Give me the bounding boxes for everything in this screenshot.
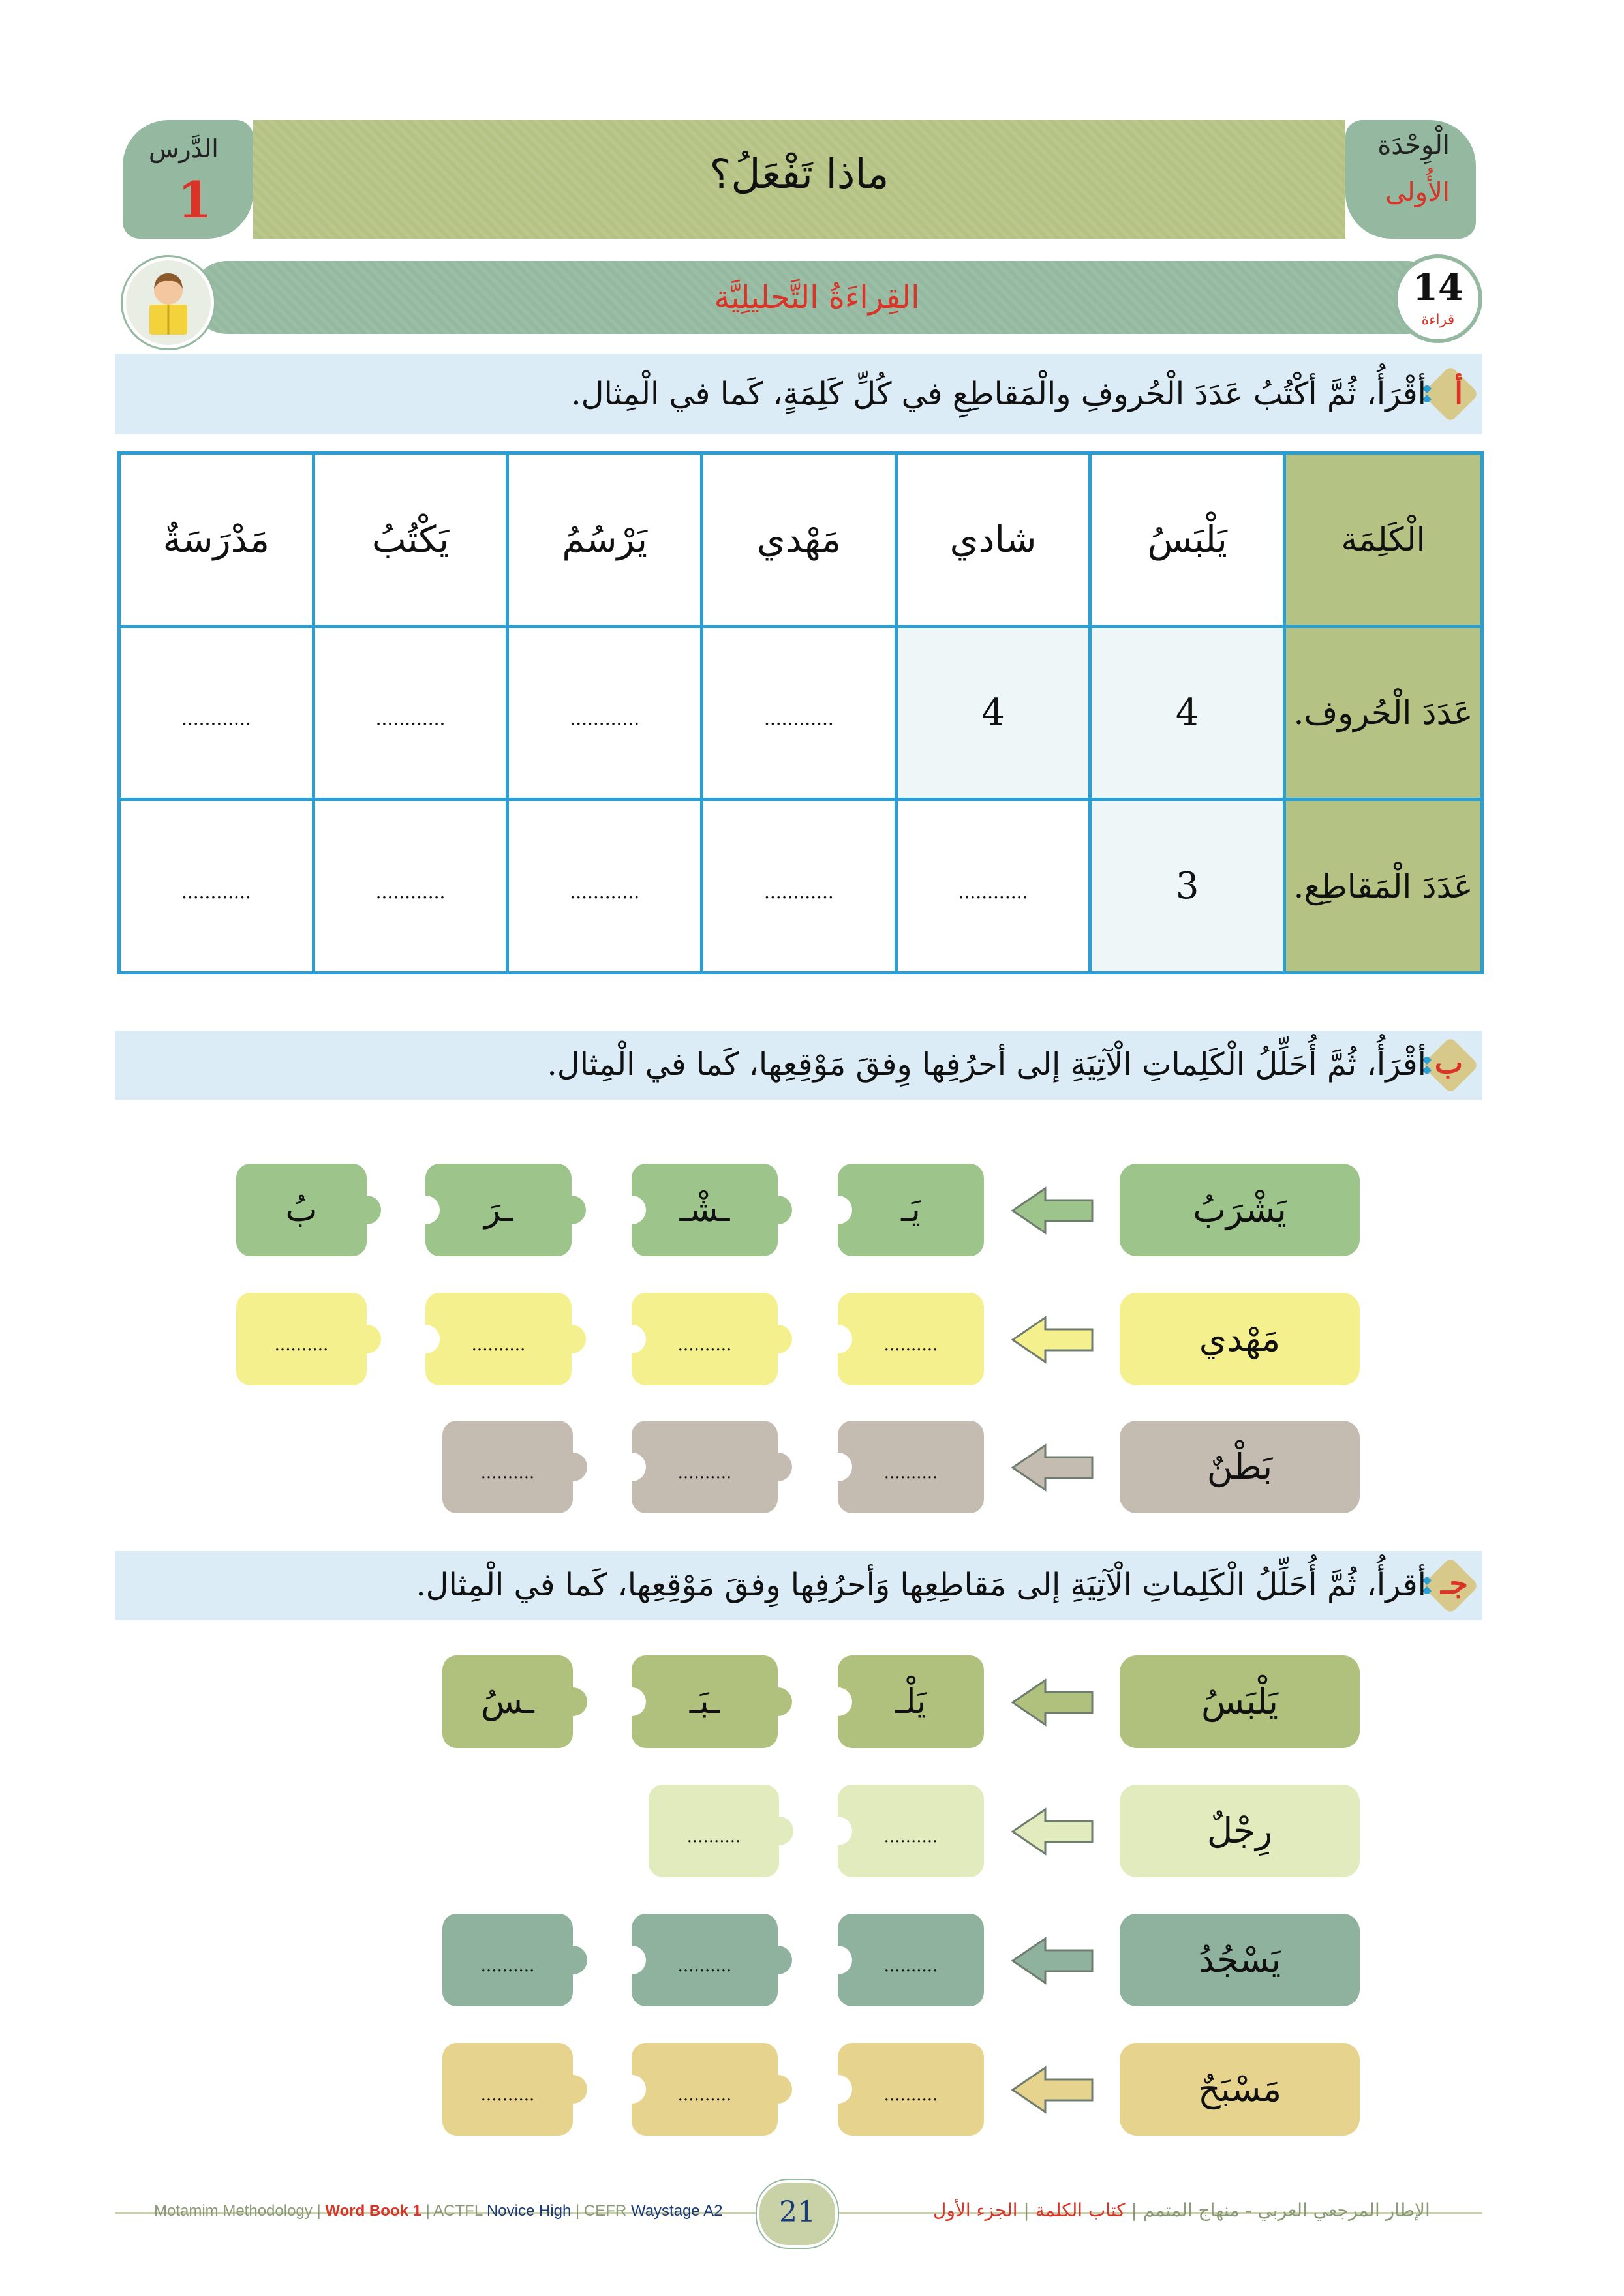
piece-b3-3[interactable]	[442, 1421, 573, 1513]
notch	[823, 1196, 852, 1224]
piece-b2-3-text: ..........	[471, 1335, 526, 1355]
page-number-badge	[757, 2180, 838, 2248]
piece-c3-3[interactable]	[442, 1914, 573, 2006]
piece-c1-3	[442, 1655, 573, 1748]
section-a-instruction: أقْرَأُ، ثُمَّ أكْتُبُ عَدَدَ الْحُروفِ والْمَقاطِعِ في كُلِّ كَلِمَةٍ، كَما في الْمِثال.	[571, 376, 1426, 412]
piece-c1-2	[632, 1655, 778, 1748]
knob	[352, 1325, 381, 1353]
notch	[617, 1687, 646, 1716]
letters-count-2: 4	[896, 626, 1090, 800]
word-c1: يَلْبَسُ	[1120, 1655, 1360, 1748]
piece-b2-3[interactable]	[425, 1293, 572, 1385]
notch	[823, 1946, 852, 1974]
table-row-words	[119, 453, 1482, 627]
arrow-left-icon	[1010, 1935, 1095, 1987]
instruction-bar-a	[115, 354, 1482, 434]
piece-c1-1	[838, 1655, 984, 1748]
notch	[823, 1817, 852, 1845]
piece-c1-2-text: ـبَـ	[689, 1682, 720, 1721]
piece-b3-1[interactable]	[838, 1421, 984, 1513]
word-b2: مَهْدي	[1120, 1293, 1360, 1385]
footer-brand: Motamim Methodology	[154, 2202, 313, 2220]
arrow-left-icon	[1010, 1676, 1095, 1729]
notch	[823, 1453, 852, 1481]
syllables-count-3[interactable]	[702, 800, 896, 973]
instruction-bar-b	[115, 1031, 1482, 1100]
section-b-letter: ب	[1434, 1045, 1463, 1080]
table-word-1: يَلْبَسُ	[1090, 453, 1285, 627]
footer-right-3: الجزء الأول	[933, 2199, 1018, 2221]
word-b3: بَطْنٌ	[1120, 1421, 1360, 1513]
lesson-label: الدَّرس	[149, 134, 219, 163]
piece-c1-1-text: يَلْـ	[895, 1682, 927, 1721]
instruction-bar-c	[115, 1551, 1482, 1620]
piece-c2-1-text: ..........	[883, 1827, 938, 1847]
piece-c4-2[interactable]	[632, 2043, 778, 2136]
lesson-tab	[123, 120, 253, 239]
arrow-left-icon	[1010, 1314, 1095, 1366]
knob	[763, 2075, 792, 2104]
notch	[411, 1325, 440, 1353]
piece-c3-2-text: ..........	[677, 1956, 732, 1976]
letters-count-6[interactable]	[119, 626, 314, 800]
piece-c4-1-text: ..........	[883, 2085, 938, 2105]
section-title: القِراءَةُ التَّحليلِيَّة	[714, 279, 920, 316]
letters-count-5[interactable]	[313, 626, 508, 800]
word-c4: مَسْبَحٌ	[1120, 2043, 1360, 2136]
piece-b3-2[interactable]	[632, 1421, 778, 1513]
unit-tab	[1345, 120, 1476, 239]
notch	[411, 1196, 440, 1224]
syllables-count-5[interactable]	[313, 800, 508, 973]
piece-c4-3-text: ..........	[480, 2085, 535, 2105]
section-c-letter: جـ	[1441, 1565, 1468, 1601]
piece-c2-2[interactable]	[649, 1785, 779, 1877]
piece-c1-3-text: ـسُ	[481, 1682, 534, 1721]
word-c3: يَسْجُدُ	[1120, 1914, 1360, 2006]
letters-count-4[interactable]	[508, 626, 702, 800]
table-row-letters	[119, 626, 1482, 800]
notch	[617, 1196, 646, 1224]
knob	[559, 2075, 587, 2104]
letters-count-3-blank: ............	[763, 708, 834, 730]
footer-right-1: الإطار المرجعي العربي - منهاج المتمم	[1142, 2199, 1430, 2221]
section-c-instruction: أقرأُ، ثُمَّ أُحَلِّلُ الْكَلِماتِ الْآتِيَةِ إلى مَقاطِعِها وَأحرُفِها وِفقَ مَوْقِعِها، كَما في الْمِثال.	[416, 1567, 1426, 1603]
footer-level: Novice High	[486, 2202, 572, 2220]
letters-count-1: 4	[1090, 626, 1285, 800]
section-b-instruction: أقْرَأُ، ثُمَّ أُحَلِّلُ الْكَلِماتِ الْآتِيَةِ إلى أحرُفِها وِفقَ مَوْقِعِها، كَما في الْمِثال.	[547, 1046, 1426, 1083]
notch	[823, 1325, 852, 1353]
word-c2: رِجْلٌ	[1120, 1785, 1360, 1877]
piece-b1-3	[425, 1164, 572, 1256]
syllables-count-6-blank: ............	[181, 881, 251, 903]
notch	[823, 2075, 852, 2104]
piece-b1-2	[632, 1164, 778, 1256]
piece-b2-4[interactable]	[236, 1293, 367, 1385]
piece-c3-1[interactable]	[838, 1914, 984, 2006]
table-word-6: مَدْرَسَةٌ	[119, 453, 314, 627]
footer-right-2: كتاب الكلمة	[1035, 2199, 1126, 2221]
notch	[617, 2075, 646, 2104]
unit-value: الأُولى	[1385, 177, 1450, 207]
knob	[763, 1196, 792, 1224]
table-header-letters: عَدَدَ الْحُروف.	[1285, 626, 1482, 800]
piece-b2-1-text: ..........	[883, 1335, 938, 1355]
syllables-count-4-blank: ............	[570, 881, 640, 903]
piece-b1-3-text: ـرَ	[484, 1190, 513, 1230]
piece-c3-3-text: ..........	[480, 1956, 535, 1976]
arrow-left-icon	[1010, 2064, 1095, 2116]
piece-b2-1[interactable]	[838, 1293, 984, 1385]
knob	[763, 1946, 792, 1974]
knob	[559, 1453, 587, 1481]
piece-b1-4	[236, 1164, 367, 1256]
piece-c3-2[interactable]	[632, 1914, 778, 2006]
notch	[617, 1325, 646, 1353]
page-number: 21	[779, 2196, 816, 2229]
piece-c4-2-text: ..........	[677, 2085, 732, 2105]
knob	[765, 1817, 793, 1845]
section-word: قراءة	[1421, 312, 1455, 328]
piece-b1-4-text: بُ	[285, 1190, 318, 1230]
arrow-left-icon	[1010, 1185, 1095, 1237]
piece-b1-2-text: ـشْـ	[679, 1190, 730, 1230]
title-bar	[253, 120, 1345, 239]
count-table	[117, 451, 1484, 974]
letters-count-5-blank: ............	[375, 708, 446, 730]
syllables-count-2-blank: ............	[958, 881, 1028, 903]
section-a-letter: أ	[1454, 376, 1463, 411]
table-header-word: الْكَلِمَة	[1285, 453, 1482, 627]
piece-b2-2[interactable]	[632, 1293, 778, 1385]
table-word-5: يَكْتُبُ	[313, 453, 508, 627]
notch	[617, 1946, 646, 1974]
knob	[763, 1687, 792, 1716]
notch	[823, 1687, 852, 1716]
knob	[557, 1196, 586, 1224]
piece-c4-1[interactable]	[838, 2043, 984, 2136]
letters-count-4-blank: ............	[570, 708, 640, 730]
syllables-count-2[interactable]	[896, 800, 1090, 973]
piece-c2-1[interactable]	[838, 1785, 984, 1877]
piece-b1-1	[838, 1164, 984, 1256]
reader-avatar-icon	[123, 257, 214, 348]
knob	[763, 1325, 792, 1353]
piece-b2-2-text: ..........	[677, 1335, 732, 1355]
table-word-4: يَرْسُمُ	[508, 453, 702, 627]
letters-count-6-blank: ............	[181, 708, 251, 730]
table-row-syllables	[119, 800, 1482, 973]
piece-b3-2-text: ..........	[677, 1463, 732, 1483]
unit-label: الْوِحْدَة	[1377, 130, 1450, 160]
piece-b1-1-text: يَـ	[901, 1190, 921, 1230]
footer-right: الإطار المرجعي العربي - منهاج المتمم | كتاب الكلمة | الجزء الأول	[933, 2199, 1430, 2221]
syllables-count-5-blank: ............	[375, 881, 446, 903]
footer-book: Word Book 1	[325, 2202, 421, 2220]
table-word-2: شادي	[896, 453, 1090, 627]
word-b1: يَشْرَبُ	[1120, 1164, 1360, 1256]
piece-c2-2-text: ..........	[686, 1827, 741, 1847]
syllables-count-4[interactable]	[508, 800, 702, 973]
knob	[763, 1453, 792, 1481]
section-number: 14	[1413, 266, 1463, 309]
notch	[617, 1453, 646, 1481]
table-word-3: مَهْدي	[702, 453, 896, 627]
syllables-count-6[interactable]	[119, 800, 314, 973]
knob	[559, 1687, 587, 1716]
table-header-syllables: عَدَدَ الْمَقاطِع.	[1285, 800, 1482, 973]
footer-actfl: ACTFL	[433, 2202, 483, 2220]
knob	[557, 1325, 586, 1353]
footer-left: Motamim Methodology | Word Book 1 | ACTFL Novice High | CEFR Waystage A2	[154, 2202, 723, 2220]
arrow-left-icon	[1010, 1442, 1095, 1494]
piece-b3-3-text: ..........	[480, 1463, 535, 1483]
piece-c3-1-text: ..........	[883, 1956, 938, 1976]
footer-waystage: Waystage A2	[630, 2202, 723, 2220]
syllables-count-3-blank: ............	[763, 881, 834, 903]
piece-b3-1-text: ..........	[883, 1463, 938, 1483]
piece-b2-4-text: ..........	[274, 1335, 329, 1355]
piece-c4-3[interactable]	[442, 2043, 573, 2136]
section-title-bar	[191, 261, 1443, 334]
footer-cefr: CEFR	[583, 2202, 627, 2220]
arrow-left-icon	[1010, 1805, 1095, 1858]
letters-count-3[interactable]	[702, 626, 896, 800]
page-title: ماذا تَفْعَلُ؟	[709, 150, 889, 198]
syllables-count-1: 3	[1090, 800, 1285, 973]
knob	[559, 1946, 587, 1974]
section-number-badge	[1394, 254, 1482, 343]
lesson-number: 1	[177, 171, 212, 229]
knob	[352, 1196, 381, 1224]
